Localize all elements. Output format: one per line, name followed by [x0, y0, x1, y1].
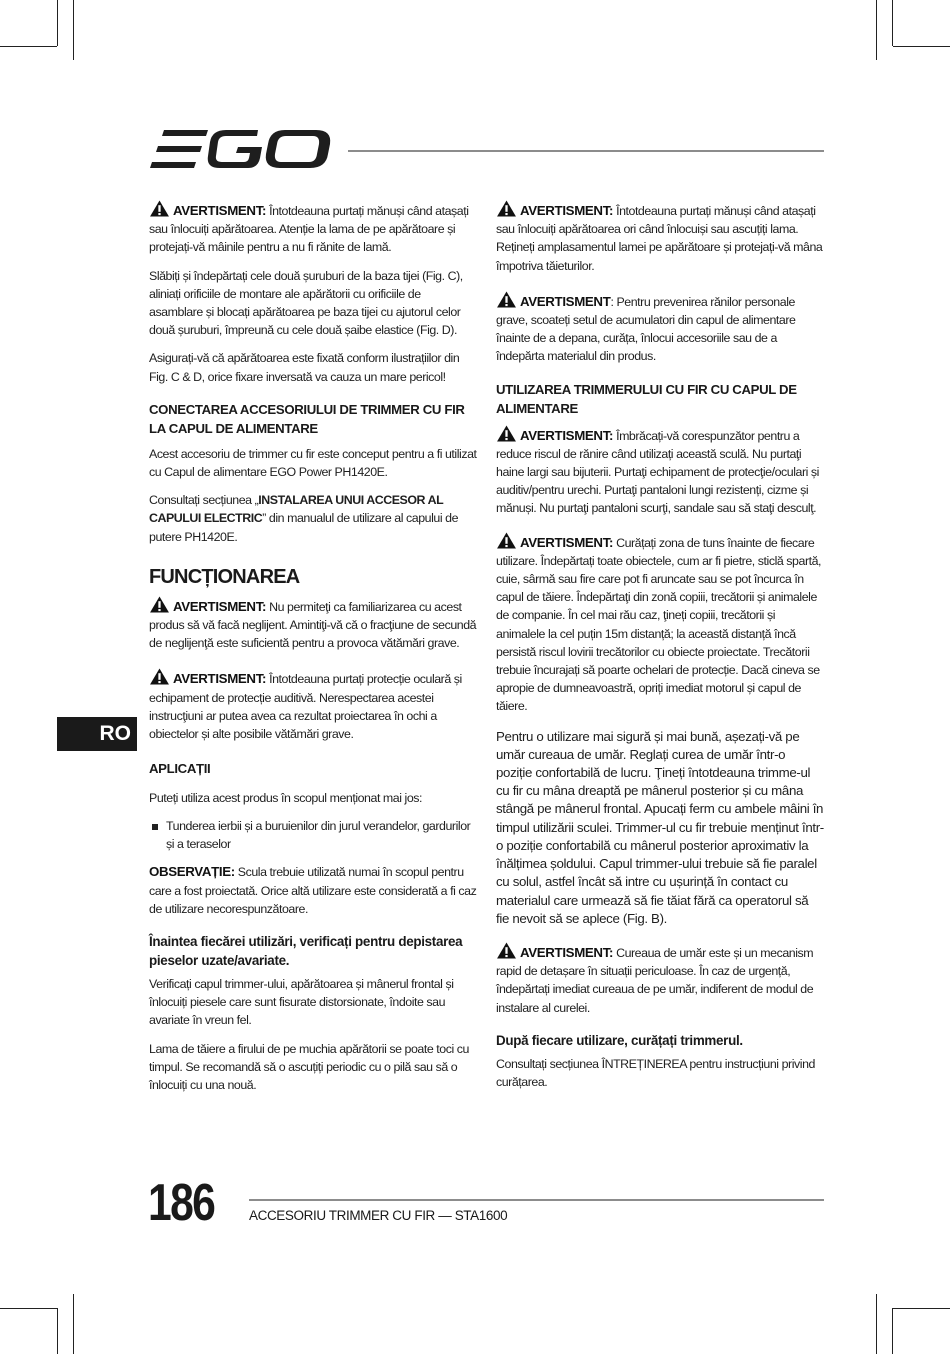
crop-mark	[876, 1294, 877, 1354]
crop-mark	[893, 46, 950, 47]
warning-text: Curățați zona de tuns înainte de fiecare utilizare. Îndepărtați toate obiectele, cum ar fi pietre, sticlă spartă, cuie, sârmă sau fire care pot fi aruncate sau se pot încurca în capul de tăiere. Îndepărtaţi din zonă copiii, trecătorii și animalele de companie. În cel mai rău caz, ţineți copiii, trecătorii și animalele la cel puțin 15m distanță; la această distanță încă persistă riscul lovirii trecătorilor cu obiecte proiectate. Trecătorii trebuie încurajați să poarte ochelari de protecție. Dacă cineva se apropie de dumneavoastră, opriți imediat motorul și capul de tăiere.	[496, 535, 822, 714]
warning-triangle-icon	[496, 200, 517, 217]
subheading: După fiecare utilizare, curățați trimmerul.	[496, 1032, 743, 1048]
warning-label: AVERTISMENT:	[173, 203, 267, 218]
note-label: OBSERVAȚIE:	[149, 864, 235, 880]
bullet-list	[149, 817, 477, 853]
warning-paragraph	[496, 425, 824, 518]
footer-title: ACCESORIU TRIMMER CU FIR — STA1600	[249, 1208, 508, 1223]
warning-label: AVERTISMENT:	[520, 534, 614, 550]
warning-label: AVERTISMENT	[520, 293, 611, 309]
warning-paragraph	[496, 532, 824, 716]
warning-label: AVERTISMENT:	[520, 427, 614, 443]
crop-mark	[0, 1308, 57, 1309]
right-column	[496, 200, 824, 1101]
warning-triangle-icon	[496, 942, 517, 959]
crop-mark	[73, 0, 74, 60]
page-number: 186	[148, 1174, 215, 1232]
warning-text: Întotdeauna purtați protecție oculară și echipament de protecție auditivă. Nerespectarea acestei instrucţiuni ar putea avea ca rezultat proiectarea în ochi a obiectelor și alte posibile vătămări grave.	[149, 672, 462, 742]
section-heading: APLICAȚII	[149, 761, 211, 777]
warning-paragraph	[496, 200, 824, 275]
language-tab: RO	[57, 717, 137, 751]
warning-text: Cureaua de umăr este și un mecanism rapid de detașare în situații periculoase. În caz de urgență, îndepărtați imediat cureaua de pe umăr, indiferent de modul de instalare al curelei.	[496, 945, 814, 1015]
note-paragraph	[149, 863, 477, 918]
crop-mark	[0, 46, 57, 47]
crop-mark	[892, 0, 893, 46]
reference-title: INSTALAREA UNUI ACCESOR AL CAPULUI ELECTRIC	[149, 493, 443, 526]
paragraph: Asigurați-vă că apărătoarea este fixată conform ilustrațiilor din Fig. C & D, orice fixare inversată va cauza un mare pericol!	[149, 351, 460, 384]
warning-text: Nu permiteţi ca familiarizarea cu acest produs să vă facă neglijent. Amintiţi-vă că o fracţiune de secundă de neglijenţă este suficientă pentru a provoca vătămări grave.	[149, 599, 477, 651]
warning-triangle-icon	[149, 200, 170, 217]
warning-triangle-icon	[496, 532, 517, 549]
header-rule	[348, 150, 824, 152]
warning-paragraph	[149, 200, 477, 257]
crop-mark	[893, 1308, 950, 1309]
list-item	[149, 817, 477, 853]
section-heading: CONECTAREA ACCESORIULUI DE TRIMMER CU FIR LA CAPUL DE ALIMENTARE	[149, 401, 465, 437]
list-item-text: Tunderea ierbii și a buruienilor din jurul verandelor, gardurilor și a teraselor	[166, 818, 471, 852]
paragraph: Slăbiți și îndepărtați cele două șuruburi de la baza tijei (Fig. C), aliniați orificiile de montare ale apărătorii cu orificiile de asamblare și blocați apărătoarea pe baza tijei cu ajutorul celor două șuruburi, împreună cu cele două șaibe elastice (Fig. D).	[149, 268, 463, 338]
warning-triangle-icon	[496, 425, 517, 442]
warning-text: : Pentru prevenirea rănilor personale grave, scoateți setul de acumulatori din capul de alimentare înainte de a depana, curăța, înlocui accesoriile sau de a îndepărta materialul din produs.	[496, 294, 796, 364]
paragraph-text: Consultați secțiunea „	[149, 493, 259, 508]
crop-mark	[892, 1308, 893, 1354]
paragraph: Consultați secțiunea ÎNTREȚINEREA pentru instrucțiuni privind curățarea.	[496, 1056, 815, 1089]
warning-text: Întotdeauna purtați mănuși când atașați sau înlocuiți apărătoarea ori când înlocuiși sau ascuțiți lama. Rețineți amplasamentul lamei pe apărătoare și protejați-vă mâna împotriva tăieturilor.	[496, 204, 823, 273]
subheading: Înaintea fiecărei utilizări, verificați pentru depistarea pieselor uzate/avariate.	[149, 933, 463, 968]
paragraph-text: ” din manualul de utilizare al capului de putere PH1420E.	[149, 511, 459, 544]
section-title: FUNCȚIONAREA	[149, 565, 300, 588]
crop-mark	[73, 1294, 74, 1354]
warning-text: Îmbrăcați-vă corespunzător pentru a reduce riscul de rănire când utilizați această sculă. Nu purtaţi haine largi sau bijuterii. Purtaţi echipament de protecţie/oculari și auditiv/pentru urechi. Purtaţi pantaloni lungi rezistenți, cizme și mănuși. Nu purtaţi pantaloni scurţi, sandale sau să staţi desculţ.	[496, 428, 819, 516]
warning-label: AVERTISMENT:	[173, 671, 267, 687]
warning-label: AVERTISMENT:	[173, 598, 267, 614]
warning-paragraph	[149, 668, 477, 743]
warning-triangle-icon	[149, 596, 170, 613]
warning-paragraph	[496, 291, 824, 366]
paragraph: Verificați capul trimmer-ului, apărătoarea și mânerul frontal și înlocuiți piesele care sunt fisurate distorsionate, îndoite sau avariate în vreun fel.	[149, 976, 454, 1028]
paragraph: Lama de tăiere a firului de pe muchia apărătorii se poate toci cu timpul. Se recomandă să o ascuțiți periodic cu o pilă sau să o înlocuiți cu una nouă.	[149, 1041, 469, 1092]
crop-mark	[57, 1308, 58, 1354]
paragraph: Acest accesoriu de trimmer cu fir este conceput pentru a fi utilizat cu Capul de alimentare EGO Power PH1420E.	[149, 446, 477, 480]
warning-paragraph	[496, 942, 824, 1017]
warning-paragraph	[149, 596, 477, 653]
warning-text: Întotdeauna purtați mănuși când atașați sau înlocuiți apărătoarea. Atenție la lama de pe apărătoare și protejați-vă mâinile pentru a nu fi rănite de lamă.	[149, 204, 469, 255]
warning-label: AVERTISMENT:	[520, 203, 614, 218]
paragraph: Puteți utiliza acest produs în scopul menționat mai jos:	[149, 790, 423, 805]
paragraph: Pentru o utilizare mai sigură și mai bună, așezați-vă pe umăr cureaua de umăr. Reglați curea de umăr într-o poziție confortabilă de lucru. Ţineți întotdeauna trimme-ul cu fir cu mâna dreaptă pe mânerul posterior și cu mâna stângă pe mânerul frontal. Apucați ferm cu ambele mâini în timpul utilizării sculei. Trimmer-ul cu fir trebuie menținut într-o poziție confortabilă cu mânerul posterior aproximativ la înălțimea șoldului. Capul trimmer-ului trebuie să fie paralel cu solul, astfel încât să intre cu ușurință în contact cu materialul care urmează să fie tăiat fără ca operatorul să fie nevoit să se aplece (Fig. B).	[496, 728, 824, 926]
left-column	[149, 200, 477, 1104]
crop-mark	[57, 0, 58, 46]
warning-triangle-icon	[149, 668, 170, 685]
warning-label: AVERTISMENT:	[520, 944, 614, 960]
bullet-icon	[152, 824, 158, 830]
note-text: Scula trebuie utilizată numai în scopul pentru care a fost proiectată. Orice altă utilizare este considerată a fi caz de utilizare necorespunzătoare.	[149, 865, 477, 916]
crop-mark	[876, 0, 877, 60]
footer-rule	[249, 1199, 824, 1201]
ego-logo	[150, 130, 332, 172]
paragraph	[149, 491, 477, 546]
section-heading: UTILIZAREA TRIMMERULUI CU FIR CU CAPUL DE ALIMENTARE	[496, 381, 797, 417]
warning-triangle-icon	[496, 291, 517, 308]
